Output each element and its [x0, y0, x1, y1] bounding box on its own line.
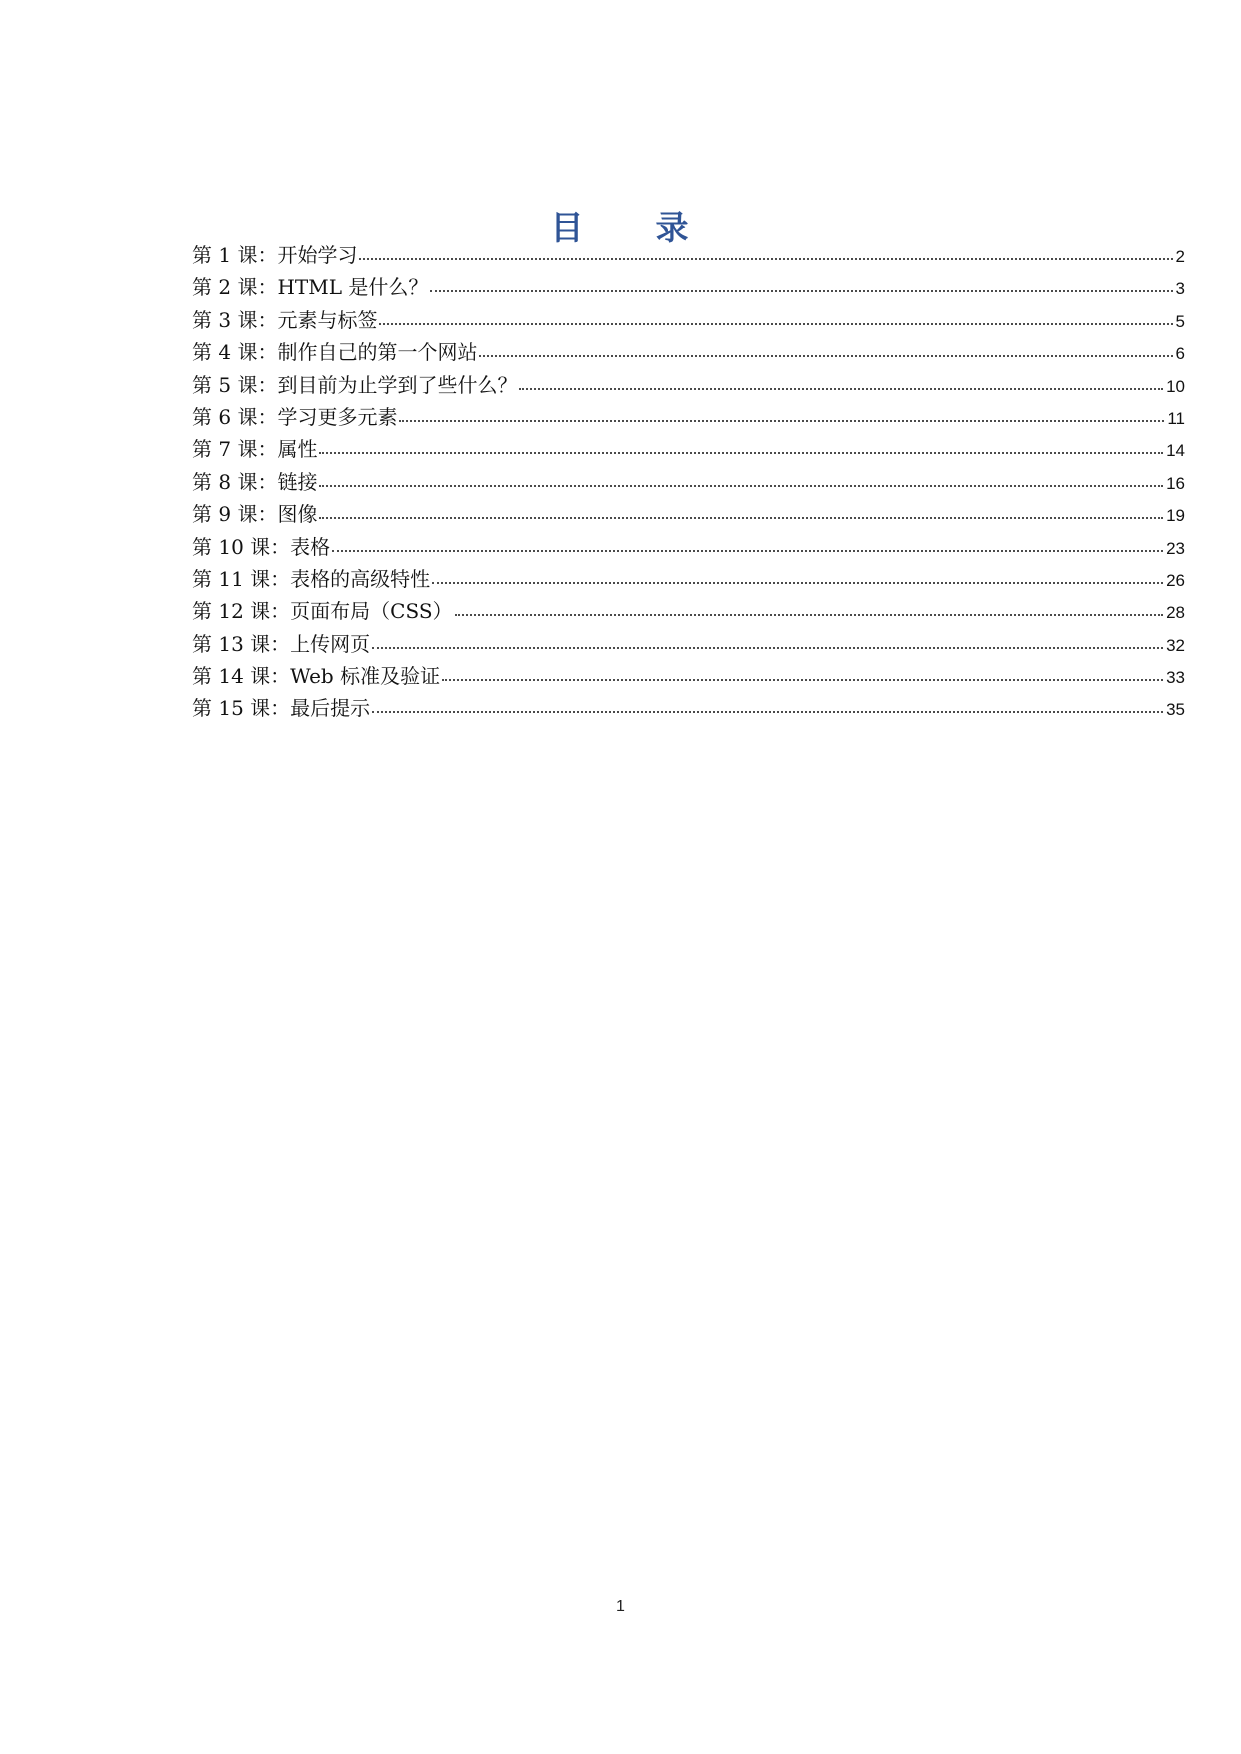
toc-dot-leader	[372, 710, 1163, 713]
toc-entry-label: 第 13 课：上传网页	[192, 631, 371, 656]
toc-entry-label: 第 4 课：制作自己的第一个网站	[192, 340, 478, 365]
toc-dot-leader	[455, 613, 1164, 616]
toc-dot-leader	[319, 516, 1163, 519]
toc-entry-label: 第 6 课：学习更多元素	[192, 404, 398, 429]
toc-entry-page-number: 33	[1166, 668, 1185, 688]
toc-entry-page-number: 23	[1166, 538, 1185, 558]
toc-title: 目 录	[550, 208, 691, 248]
toc-entry-label: 第 14 课：Web 标准及验证	[192, 664, 441, 689]
toc-entry-page-number: 5	[1175, 311, 1185, 331]
toc-dot-leader	[319, 451, 1163, 454]
toc-entry-page-number: 28	[1166, 603, 1185, 623]
toc-entry-label: 第 7 课：属性	[192, 437, 318, 462]
toc-entry-label: 第 2 课：HTML 是什么？	[192, 275, 429, 300]
toc-dot-leader	[399, 419, 1164, 422]
toc-dot-leader	[379, 322, 1172, 325]
toc-entry-page-number: 16	[1166, 473, 1185, 493]
toc-entry-page-number: 11	[1167, 408, 1185, 428]
toc-entry-page-number: 3	[1175, 279, 1185, 299]
toc-entry-label: 第 11 课：表格的高级特性	[192, 566, 431, 591]
toc-entry-15[interactable]	[192, 692, 1185, 724]
toc-entry-page-number: 26	[1166, 570, 1185, 590]
table-of-contents	[192, 239, 1185, 725]
page-number-footer: 1	[616, 1598, 625, 1615]
toc-dot-leader	[372, 646, 1163, 649]
toc-entry-9[interactable]	[192, 498, 1185, 530]
toc-dot-leader	[519, 387, 1163, 390]
toc-entry-1[interactable]	[192, 239, 1185, 271]
toc-entry-8[interactable]	[192, 466, 1185, 498]
toc-entry-page-number: 32	[1166, 635, 1185, 655]
toc-dot-leader	[430, 289, 1172, 292]
toc-entry-page-number: 14	[1166, 441, 1185, 461]
toc-dot-leader	[332, 549, 1163, 552]
toc-entry-6[interactable]	[192, 401, 1185, 433]
toc-entry-label: 第 5 课：到目前为止学到了些什么？	[192, 372, 518, 397]
toc-entry-page-number: 10	[1166, 376, 1185, 396]
toc-entry-label: 第 12 课：页面布局（CSS）	[192, 599, 453, 624]
toc-entry-label: 第 3 课：元素与标签	[192, 307, 378, 332]
toc-entry-14[interactable]	[192, 660, 1185, 692]
toc-entry-label: 第 8 课：链接	[192, 469, 318, 494]
toc-entry-7[interactable]	[192, 433, 1185, 465]
toc-entry-4[interactable]	[192, 336, 1185, 368]
toc-entry-13[interactable]	[192, 628, 1185, 660]
toc-dot-leader	[319, 484, 1163, 487]
toc-entry-11[interactable]	[192, 563, 1185, 595]
toc-entry-page-number: 19	[1166, 506, 1185, 526]
toc-entry-page-number: 6	[1175, 344, 1185, 364]
toc-entry-10[interactable]	[192, 531, 1185, 563]
toc-dot-leader	[359, 257, 1172, 260]
toc-entry-label: 第 15 课：最后提示	[192, 696, 371, 721]
toc-entry-page-number: 35	[1166, 700, 1185, 720]
toc-dot-leader	[432, 581, 1163, 584]
toc-dot-leader	[479, 354, 1172, 357]
toc-entry-3[interactable]	[192, 304, 1185, 336]
toc-entry-12[interactable]	[192, 595, 1185, 627]
toc-dot-leader	[442, 678, 1163, 681]
toc-entry-2[interactable]	[192, 271, 1185, 303]
toc-entry-label: 第 10 课：表格	[192, 534, 331, 559]
toc-entry-label: 第 9 课：图像	[192, 502, 318, 527]
toc-entry-page-number: 2	[1175, 247, 1185, 266]
toc-entry-5[interactable]	[192, 369, 1185, 401]
toc-entry-label: 第 1 课：开始学习	[192, 243, 358, 267]
